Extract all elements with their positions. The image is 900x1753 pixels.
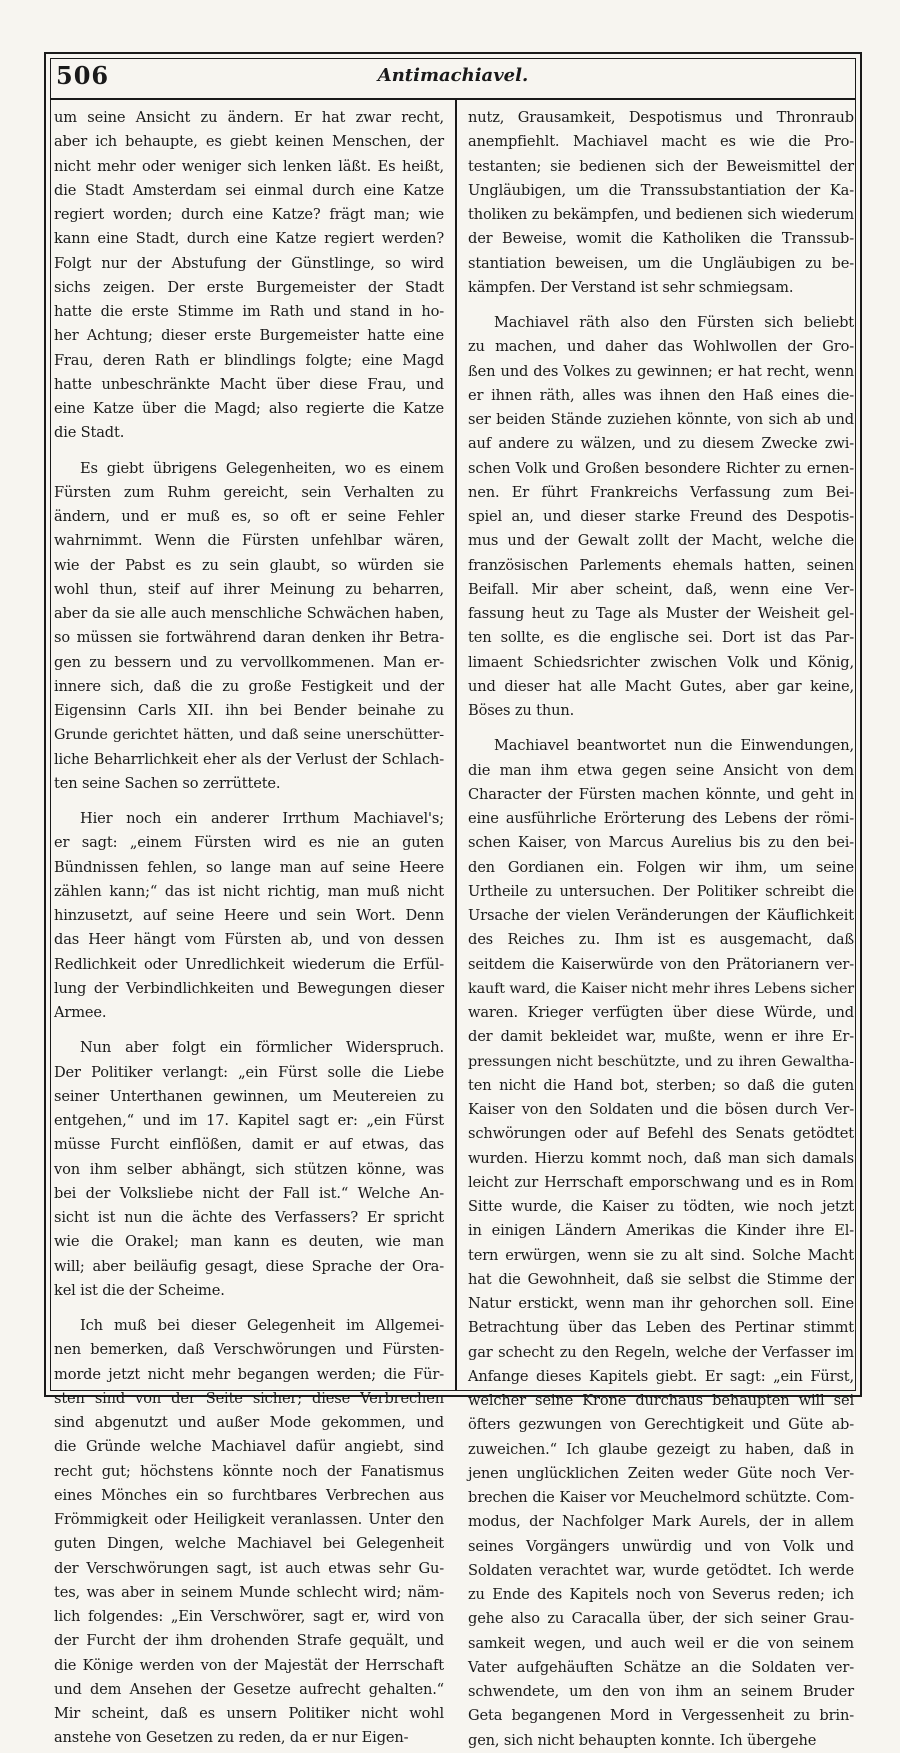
text-line: des Reiches zu. Ihm ist es ausgemacht, daß [468, 931, 854, 949]
text-line: hatte unbeschränkte Macht über diese Frau, und [54, 375, 444, 393]
text-line: wahrnimmt. Wenn die Fürsten unfehlbar wären, [54, 532, 444, 550]
text-line: Urtheile zu untersuchen. Der Politiker schreibt die [468, 882, 854, 900]
text-line: tern erwürgen, wenn sie zu alt sind. Solche Macht [468, 1246, 854, 1264]
text-line: um seine Ansicht zu ändern. Er hat zwar recht, [54, 109, 444, 126]
text-line: Redlichkeit oder Unredlichkeit wiederum die Erfül- [54, 955, 444, 973]
text-line: Fürsten zum Ruhm gereicht, sein Verhalten zu [54, 483, 444, 501]
text-line: Frau, deren Rath er blindlings folgte; eine Magd [54, 351, 444, 369]
text-line: anempfiehlt. Machiavel macht es wie die Pro- [468, 133, 854, 151]
text-line: Folgt nur der Abstufung der Günstlinge, so wird [54, 254, 444, 272]
text-line: Bündnissen fehlen, so lange man auf seine Heere [54, 858, 444, 876]
text-line: morde jetzt nicht mehr begangen werden; die Für- [54, 1365, 444, 1383]
page-header [50, 58, 856, 100]
text-line: aber da sie alle auch menschliche Schwächen haben, [54, 605, 444, 622]
text-line: der damit bekleidet war, mußte, wenn er ihre Er- [468, 1028, 854, 1046]
text-line: brechen die Kaiser vor Meuchelmord schützte. Com- [468, 1489, 854, 1506]
text-line: seitdem die Kaiserwürde von den Prätorianern ver- [468, 955, 854, 973]
text-line: die man ihm etwa gegen seine Ansicht von dem [468, 761, 854, 779]
text-line: Natur erstickt, wenn man ihr gehorchen soll. Eine [468, 1295, 854, 1312]
text-line: samkeit wegen, und auch weil er die von seinem [468, 1634, 854, 1652]
text-line: Character der Fürsten machen könnte, und geht in [468, 785, 854, 803]
text-line: der Verschwörungen sagt, ist auch etwas sehr Gu- [54, 1559, 444, 1577]
text-line: kämpfen. Der Verstand ist sehr schmiegsam. [468, 278, 794, 296]
text-line: Anfange dieses Kapitels giebt. Er sagt: „ein Fürst, [468, 1367, 854, 1385]
paragraph [54, 457, 444, 797]
text-line: bei der Volksliebe nicht der Fall ist.“ Welche An- [54, 1184, 444, 1202]
text-line: Kaiser von den Soldaten und die bösen durch Ver- [468, 1101, 854, 1118]
text-line: wie die Orakel; man kann es deuten, wie man [54, 1233, 444, 1251]
paragraph-gap [54, 1025, 444, 1036]
right-column [468, 106, 855, 1749]
text-line: Beifall. Mir aber scheint, daß, wenn eine Ver- [468, 580, 854, 598]
text-line: zu machen, und daher das Wohlwollen der Gro- [468, 338, 854, 356]
text-line: wurden. Hierzu kommt noch, daß man sich damals [468, 1149, 854, 1167]
text-line: Böses zu thun. [468, 702, 575, 719]
text-line: jenen unglücklichen Zeiten weder Güte noch Ver- [468, 1464, 854, 1482]
text-line: schwörungen oder auf Befehl des Senats getödtet [468, 1125, 854, 1143]
paragraph [468, 734, 854, 1753]
text-line: Grunde gerichtet hätten, und daß seine unerschütter- [54, 727, 444, 744]
text-line: nutz, Grausamkeit, Despotismus und Thronraub [468, 109, 854, 126]
text-line: hinzusetzt, auf seine Heere und sein Wort. Denn [54, 907, 444, 924]
text-line: zuweichen.“ Ich glaube gezeigt zu haben, daß in [468, 1440, 854, 1458]
text-line: die Stadt Amsterdam sei einmal durch eine Katze [54, 181, 444, 199]
text-line: von ihm selber abhängt, sich stützen könne, was [54, 1160, 444, 1178]
text-line: ser beiden Stände zuziehen könnte, von sich ab und [468, 411, 854, 428]
text-line: lung der Verbindlichkeiten und Bewegungen dieser [54, 979, 444, 997]
text-line: guten Dingen, welche Machiavel bei Gelegenheit [54, 1535, 444, 1553]
text-line: der Furcht der ihm drohenden Strafe gequält, und [54, 1632, 444, 1650]
text-line: Nun aber folgt ein förmlicher Widerspruch. [80, 1039, 444, 1057]
text-line: sten sind von der Seite sicher; diese Verbrechen [54, 1389, 444, 1407]
text-line: wohl thun, steif auf ihrer Meinung zu beharren, [54, 580, 444, 598]
text-line: welcher seine Krone durchaus behaupten will sei [468, 1392, 854, 1409]
text-line: und dieser hat alle Macht Gutes, aber gar keine, [468, 677, 854, 695]
text-line: mus und der Gewalt zollt der Macht, welche die [468, 532, 854, 550]
text-line: Ich muß bei dieser Gelegenheit im Allgemei- [80, 1317, 444, 1334]
text-line: stantiation beweisen, um die Ungläubigen zu be- [468, 254, 854, 272]
text-line: nicht mehr oder weniger sich lenken läßt. Es heißt, [54, 157, 444, 175]
text-line: die Gründe welche Machiavel dafür angiebt, sind [54, 1438, 444, 1456]
text-line: recht gut; höchstens könnte noch der Fanatismus [54, 1462, 444, 1480]
text-line: ten nicht die Hand bot, sterben; so daß die guten [468, 1076, 854, 1094]
text-line: nen. Er führt Frankreichs Verfassung zum Bei- [468, 483, 854, 501]
text-line: Geta begangenen Mord in Vergessenheit zu brin- [468, 1707, 854, 1725]
text-line: Sitte wurde, die Kaiser zu tödten, wie noch jetzt [468, 1198, 854, 1215]
text-line: kann eine Stadt, durch eine Katze regiert werden? [54, 230, 444, 248]
text-line: her Achtung; dieser erste Burgemeister hatte eine [54, 327, 444, 345]
text-line: zu Ende des Kapitels noch von Severus reden; ich [468, 1586, 854, 1603]
text-line: Frömmigkeit oder Heiligkeit veranlassen. Unter den [54, 1511, 444, 1528]
paragraph [468, 106, 854, 300]
text-line: er sagt: „einem Fürsten wird es nie an guten [54, 834, 444, 852]
text-line: leicht zur Herrschaft emporschwang und es in Rom [468, 1173, 854, 1191]
paragraph [54, 1036, 444, 1303]
text-line: gen, sich nicht behaupten konnte. Ich übergehe [468, 1731, 817, 1749]
text-line: liche Beharrlichkeit eher als der Verlust der Schlach- [54, 750, 444, 768]
text-line: gehe also zu Caracalla über, der sich seiner Grau- [468, 1610, 854, 1628]
text-line: zählen kann;“ das ist nicht richtig, man muß nicht [54, 882, 444, 900]
text-line: anstehe von Gesetzen zu reden, da er nur Eigen- [54, 1729, 409, 1747]
paragraph [54, 1314, 444, 1751]
text-line: ten sollte, es die englische sei. Dort ist das Par- [468, 629, 854, 647]
text-line: schen Kaiser, von Marcus Aurelius bis zu den bei- [468, 834, 854, 852]
running-title: Antimachiavel. [377, 65, 529, 86]
text-line: waren. Krieger verfügten über diese Würde, und [468, 1004, 854, 1021]
text-line: gar schecht zu den Regeln, welche der Verfasser im [468, 1343, 854, 1361]
text-line: schen Volk und Großen besondere Richter zu ernen- [468, 459, 854, 477]
text-line: hatte die erste Stimme im Rath und stand in ho- [54, 303, 444, 320]
text-line: innere sich, daß die zu große Festigkeit und der [54, 677, 444, 695]
text-line: sicht ist nun die ächte des Verfassers? Er spricht [54, 1209, 444, 1226]
text-line: er ihnen räth, alles was ihnen den Haß eines die- [468, 386, 854, 404]
text-line: Eigensinn Carls XII. ihn bei Bender beinahe zu [54, 702, 444, 719]
text-line: Armee. [54, 1004, 107, 1021]
text-line: kauft ward, die Kaiser nicht mehr ihres Lebens sicher [468, 980, 855, 997]
paragraph [54, 106, 444, 446]
text-line: und dem Ansehen der Gesetze aufrecht gehalten.“ [54, 1680, 444, 1698]
text-line: Machiavel beantwortet nun die Einwendungen, [494, 737, 854, 755]
text-line: den Gordianen ein. Folgen wir ihm, um seine [468, 858, 854, 876]
paragraph-gap [54, 1303, 444, 1314]
text-line: tes, was aber in seinem Munde schlecht wird; näm- [54, 1583, 444, 1601]
text-line: Soldaten verachtet war, wurde getödtet. Ich werde [468, 1561, 854, 1579]
text-line: das Heer hängt vom Fürsten ab, und von dessen [54, 931, 444, 949]
text-line: modus, der Nachfolger Mark Aurels, der in allem [468, 1513, 854, 1531]
text-line: sind abgenutzt und außer Mode gekommen, und [54, 1414, 444, 1431]
text-line: schwendete, um den von ihm an seinem Bruder [468, 1683, 854, 1700]
text-line: pressungen nicht beschützte, und zu ihren Gewaltha- [468, 1053, 854, 1070]
text-line: Mir scheint, daß es unsern Politiker nicht wohl [54, 1705, 444, 1722]
text-line: nen bemerken, daß Verschwörungen und Fürsten- [54, 1341, 444, 1359]
text-line: Betrachtung über das Leben des Pertinar stimmt [468, 1319, 854, 1337]
text-line: so müssen sie fortwährend daran denken ihr Betra- [54, 629, 444, 647]
text-line: lich folgendes: „Ein Verschwörer, sagt er, wird von [54, 1608, 444, 1625]
text-line: aber ich behaupte, es giebt keinen Menschen, der [54, 133, 444, 151]
paragraph-gap [54, 446, 444, 457]
text-line: seines Vorgängers unwürdig und von Volk und [468, 1537, 854, 1555]
text-line: ändern, und er muß es, so oft er seine Fehler [54, 508, 444, 525]
text-line: spiel an, und dieser starke Freund des Despotis- [468, 508, 854, 525]
paragraph-gap [54, 796, 444, 807]
text-line: seiner Unterthanen gewinnen, um Meutereien zu [54, 1087, 444, 1105]
text-line: Der Politiker verlangt: „ein Fürst solle die Liebe [54, 1063, 444, 1081]
text-line: in einigen Ländern Amerikas die Kinder ihre El- [468, 1222, 854, 1240]
text-line: Ungläubigen, um die Transsubstantiation der Ka- [468, 181, 854, 199]
text-line: auf andere zu wälzen, und zu diesem Zwecke zwi- [468, 435, 854, 453]
text-line: eine Katze über die Magd; also regierte die Katze [54, 400, 444, 417]
text-line: Ursache der vielen Veränderungen der Käuflichkeit [468, 907, 854, 924]
text-line: Vater aufgehäuften Schätze an die Soldaten ver- [468, 1658, 854, 1676]
paragraph [468, 311, 854, 723]
text-line: gen zu bessern und zu vervollkommenen. Man er- [54, 653, 444, 671]
paragraph-gap [468, 723, 854, 734]
text-line: Hier noch ein anderer Irrthum Machiavel's; [80, 810, 444, 827]
text-line: die Stadt. [54, 424, 125, 442]
text-line: fassung heut zu Tage als Muster der Weisheit gel- [468, 605, 854, 622]
text-line: eine ausführliche Erörterung des Lebens der römi- [468, 810, 854, 827]
text-line: Machiavel räth also den Fürsten sich beliebt [494, 314, 854, 331]
text-line: limaent Schiedsrichter zwischen Volk und König, [468, 653, 854, 671]
text-line: hat die Gewohnheit, daß sie selbst die Stimme der [468, 1270, 854, 1288]
column-divider [455, 100, 457, 1390]
text-line: entgehen,“ und im 17. Kapitel sagt er: „ein Fürst [54, 1112, 444, 1129]
text-line: französischen Parlements ehemals hatten, seinen [468, 556, 854, 574]
paragraph-gap [468, 300, 854, 311]
text-line: ten seine Sachen so zerrüttete. [54, 774, 281, 792]
text-line: Es giebt übrigens Gelegenheiten, wo es einem [80, 459, 444, 477]
text-line: die Könige werden von der Majestät der Herrschaft [54, 1656, 444, 1674]
text-line: öfters gezwungen von Gerechtigkeit und Güte ab- [468, 1416, 854, 1434]
text-line: testanten; sie bedienen sich der Beweismittel der [468, 157, 854, 175]
text-line: eines Mönches ein so furchtbares Verbrechen aus [54, 1486, 444, 1504]
text-line: sichs zeigen. Der erste Burgemeister der Stadt [54, 278, 444, 296]
text-line: wie der Pabst es zu sein glaubt, so würden sie [54, 556, 444, 574]
text-line: regiert worden; durch eine Katze? frägt man; wie [54, 206, 444, 223]
paragraph [54, 807, 444, 1025]
text-line: tholiken zu bekämpfen, und bedienen sich wiederum [468, 206, 854, 223]
text-line: kel ist die der Scheime. [54, 1281, 225, 1299]
left-column [54, 106, 444, 1747]
text-line: der Beweise, womit die Katholiken die Transsub- [468, 230, 854, 248]
page-number: 506 [56, 61, 110, 90]
text-line: ßen und des Volkes zu gewinnen; er hat recht, wenn [468, 362, 854, 380]
text-line: müsse Furcht einflößen, damit er auf etwas, das [54, 1136, 444, 1154]
text-line: will; aber beiläufig gesagt, diese Sprache der Ora- [54, 1257, 444, 1275]
